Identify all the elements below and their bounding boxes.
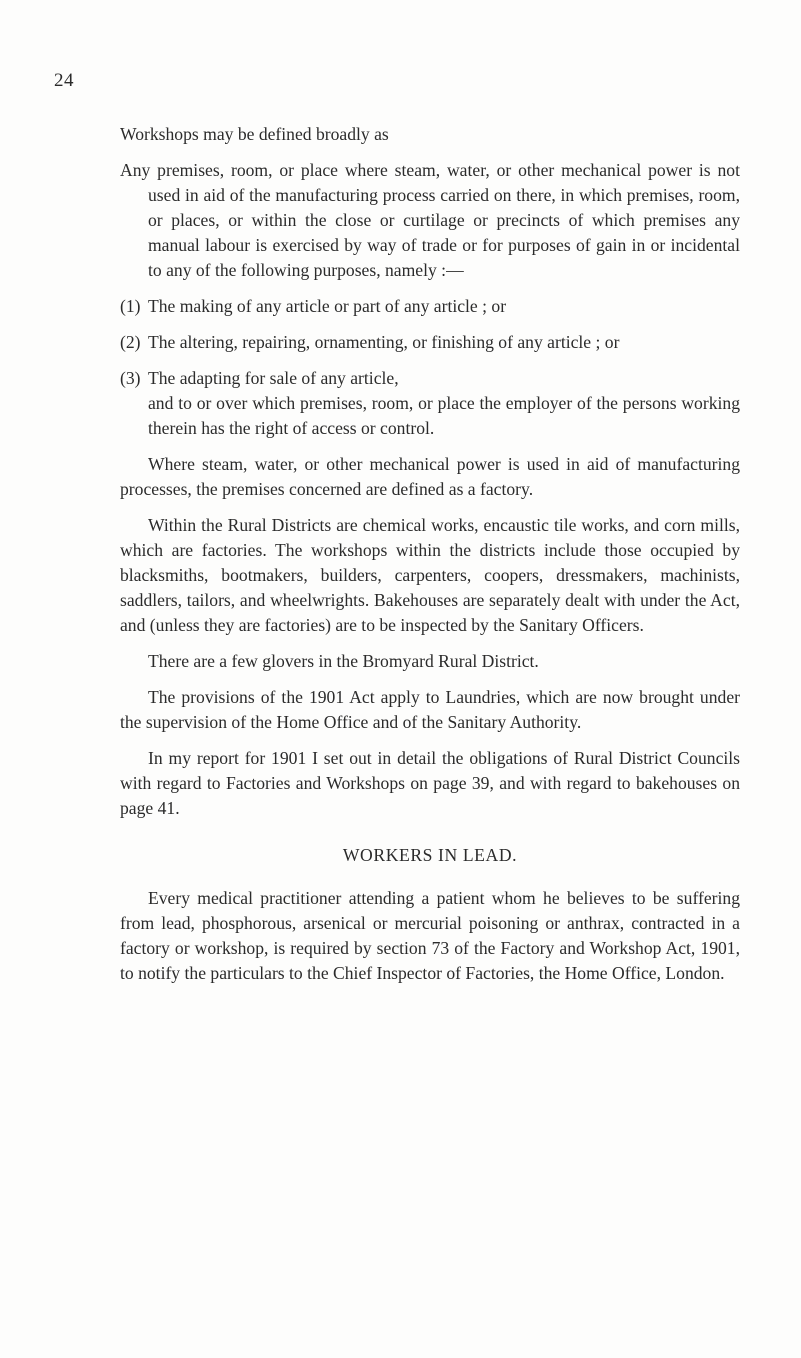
section-heading: WORKERS IN LEAD. <box>342 845 518 865</box>
paragraph-laundries: The provisions of the 1901 Act apply to Laundries, which are now brought under the supervision of the Home Office and of the Sanitary Authority. <box>120 687 740 732</box>
list-item-number: (3) <box>120 368 141 388</box>
paragraph-report-1901: In my report for 1901 I set out in detail the obligations of Rural District Councils with regard to Factories and Workshops on page 39, and with regard to bakehouses on page 41. <box>120 748 740 818</box>
page-number: 24 <box>54 70 74 91</box>
paragraph-workers-in-lead: Every medical practitioner attending a patient whom he believes to be suffering from lead, phosphorous, arsenical or mercurial poisoning or anthrax, contracted in a factory or workshop, is required by section 73 of the Factory and Workshop Act, 1901, to notify the particulars to the Chief Inspector of Factories, the Home Office, London. <box>120 888 740 983</box>
definition-paragraph: Any premises, room, or place where steam, water, or other mechanical power is not used in aid of the manufacturing process carried on there, in which premises, room, or places, or within the close or curtilage or precincts of which premises any manual labour is exercised by way of trade or for purposes of gain in or incidental to any of the following purposes, namely :— <box>120 160 740 280</box>
list-item <box>120 366 740 391</box>
list-item-text: The altering, repairing, ornamenting, or finishing of any article ; or <box>148 332 620 352</box>
continuation-paragraph: and to or over which premises, room, or place the employer of the persons working therein has the right of access or control. <box>148 393 740 438</box>
list-item-number: (2) <box>120 332 141 352</box>
paragraph-factory-definition: Where steam, water, or other mechanical power is used in aid of manufacturing processes, the premises concerned are defined as a factory. <box>120 454 740 499</box>
paragraph-rural-districts: Within the Rural Districts are chemical works, encaustic tile works, and corn mills, which are factories. The workshops within the districts include those occupied by blacksmiths, bootmakers, builders, carpenters, coopers, dressmakers, machinists, saddlers, tailors, and wheelwrights. Bakehouses are separately dealt with under the Act, and (unless they are factories) are to be inspected by the Sanitary Officers. <box>120 515 740 635</box>
list-item-text: The making of any article or part of any article ; or <box>148 296 507 316</box>
intro-line: Workshops may be defined broadly as <box>120 124 389 144</box>
list-item-text: The adapting for sale of any article, <box>148 368 399 388</box>
list-item <box>120 330 740 355</box>
body-text <box>120 122 740 997</box>
list-item-number: (1) <box>120 296 141 316</box>
list-item <box>120 294 740 319</box>
paragraph-glovers: There are a few glovers in the Bromyard Rural District. <box>148 651 539 671</box>
